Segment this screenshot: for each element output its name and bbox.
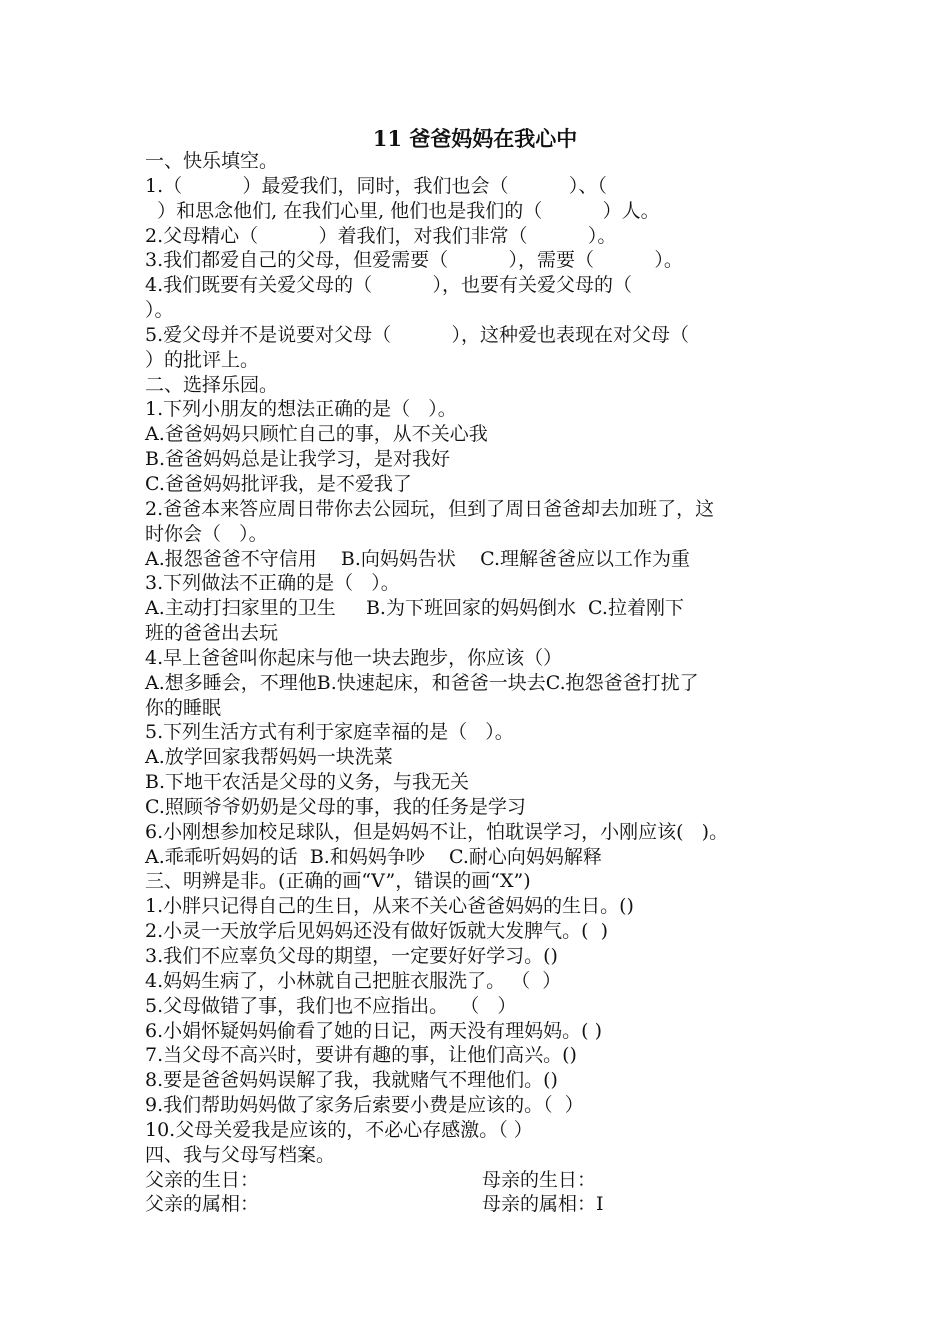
father-zodiac-label: 父亲的属相： (145, 1193, 260, 1216)
text-line: 3.我们都爱自己的父母，但爱需要（ ），需要（ ）。 (145, 249, 683, 272)
father-birthday-label: 父亲的生日： (145, 1168, 260, 1191)
judgement-line: 5.父母做错了事，我们也不应指出。 （ ） (145, 994, 517, 1017)
section-heading: 三、明辨是非。(正确的画“V”，错误的画“X”) (145, 870, 531, 893)
option-line: 你的睡眠 (145, 696, 222, 719)
judgement-line: 1.小胖只记得自己的生日，从来不关心爸爸妈妈的生日。() (145, 895, 634, 918)
judgement-line: 6.小娟怀疑妈妈偷看了她的日记，两天没有理妈妈。( ) (145, 1019, 602, 1042)
worksheet-body (145, 149, 815, 1217)
option-line: A.乖乖听妈妈的话 B.和妈妈争吵 C.耐心向妈妈解释 (145, 845, 602, 868)
archive-row-birthday (145, 1168, 815, 1193)
section-heading: 一、快乐填空。 (145, 150, 279, 172)
option-line: A.想多睡会，不理他B.快速起床，和爸爸一块去C.抱怨爸爸打扰了 (145, 671, 699, 694)
page-title: 11 爸爸妈妈在我心中 (372, 126, 578, 151)
text-line: 5.爱父母并不是说要对父母（ ），这种爱也表现在对父母（ (145, 323, 690, 346)
mother-birthday-label: 母亲的生日： (482, 1168, 597, 1191)
option-line: C.照顾爷爷奶奶是父母的事，我的任务是学习 (145, 795, 526, 818)
question-line: 4.早上爸爸叫你起床与他一块去跑步，你应该（） (145, 646, 563, 669)
judgement-line: 4.妈妈生病了，小林就自己把脏衣服洗了。 （ ） (145, 969, 562, 992)
question-line: 6.小刚想参加校足球队，但是妈妈不让，怕耽误学习，小刚应该( )。 (145, 820, 729, 843)
judgement-line: 3.我们不应辜负父母的期望，一定要好好学习。() (145, 945, 558, 967)
question-line: 3.下列做法不正确的是（ ）。 (145, 572, 400, 595)
text-line: 4.我们既要有关爱父母的（ ），也要有关爱父母的（ (145, 274, 633, 297)
judgement-line: 8.要是爸爸妈妈误解了我，我就赌气不理他们。() (145, 1069, 558, 1092)
judgement-line: 2.小灵一天放学后见妈妈还没有做好饭就大发脾气。( ) (145, 920, 609, 943)
text-line: 2.父母精心（ ）着我们，对我们非常（ ）。 (145, 224, 617, 247)
option-line: A.主动打扫家里的卫生 B.为下班回家的妈妈倒水 C.拉着刚下 (145, 597, 684, 620)
option-line: A.放学回家我帮妈妈一块洗菜 (145, 746, 393, 769)
judgement-line: 9.我们帮助妈妈做了家务后索要小费是应该的。（ ） (145, 1094, 584, 1117)
section-heading: 二、选择乐园。 (145, 373, 279, 396)
text-line: ）和思念他们, 在我们心里, 他们也是我们的（ ）人。 (145, 199, 660, 222)
option-line: C.爸爸妈妈批评我，是不爱我了 (145, 472, 412, 495)
text-line: ）的批评上。 (145, 348, 260, 371)
judgement-line: 10.父母关爱我是应该的，不必心存感激。（ ） (145, 1118, 533, 1141)
section-heading: 四、我与父母写档案。 (145, 1143, 336, 1166)
option-line: B.下地干农活是父母的义务，与我无关 (145, 771, 470, 794)
option-line: A.报怨爸爸不守信用 B.向妈妈告状 C.理解爸爸应以工作为重 (145, 547, 690, 570)
question-line: 1.下列小朋友的想法正确的是（ ）。 (145, 398, 457, 421)
mother-zodiac-label: 母亲的属相：I (482, 1193, 604, 1216)
text-line: 1.（ ）最爱我们，同时，我们也会（ ）、（ (145, 174, 607, 197)
archive-row-zodiac (145, 1192, 815, 1217)
text-line: ）。 (145, 299, 174, 322)
option-line: B.爸爸妈妈总是让我学习，是对我好 (145, 448, 451, 471)
question-line: 2.爸爸本来答应周日带你去公园玩，但到了周日爸爸却去加班了，这 (145, 497, 715, 520)
option-line: A.爸爸妈妈只顾忙自己的事，从不关心我 (145, 423, 488, 446)
question-line: 时你会（ ）。 (145, 522, 268, 545)
question-line: 5.下列生活方式有利于家庭幸福的是（ ）。 (145, 721, 514, 744)
judgement-line: 7.当父母不高兴时，要讲有趣的事，让他们高兴。() (145, 1044, 577, 1067)
option-line: 班的爸爸出去玩 (145, 622, 279, 645)
